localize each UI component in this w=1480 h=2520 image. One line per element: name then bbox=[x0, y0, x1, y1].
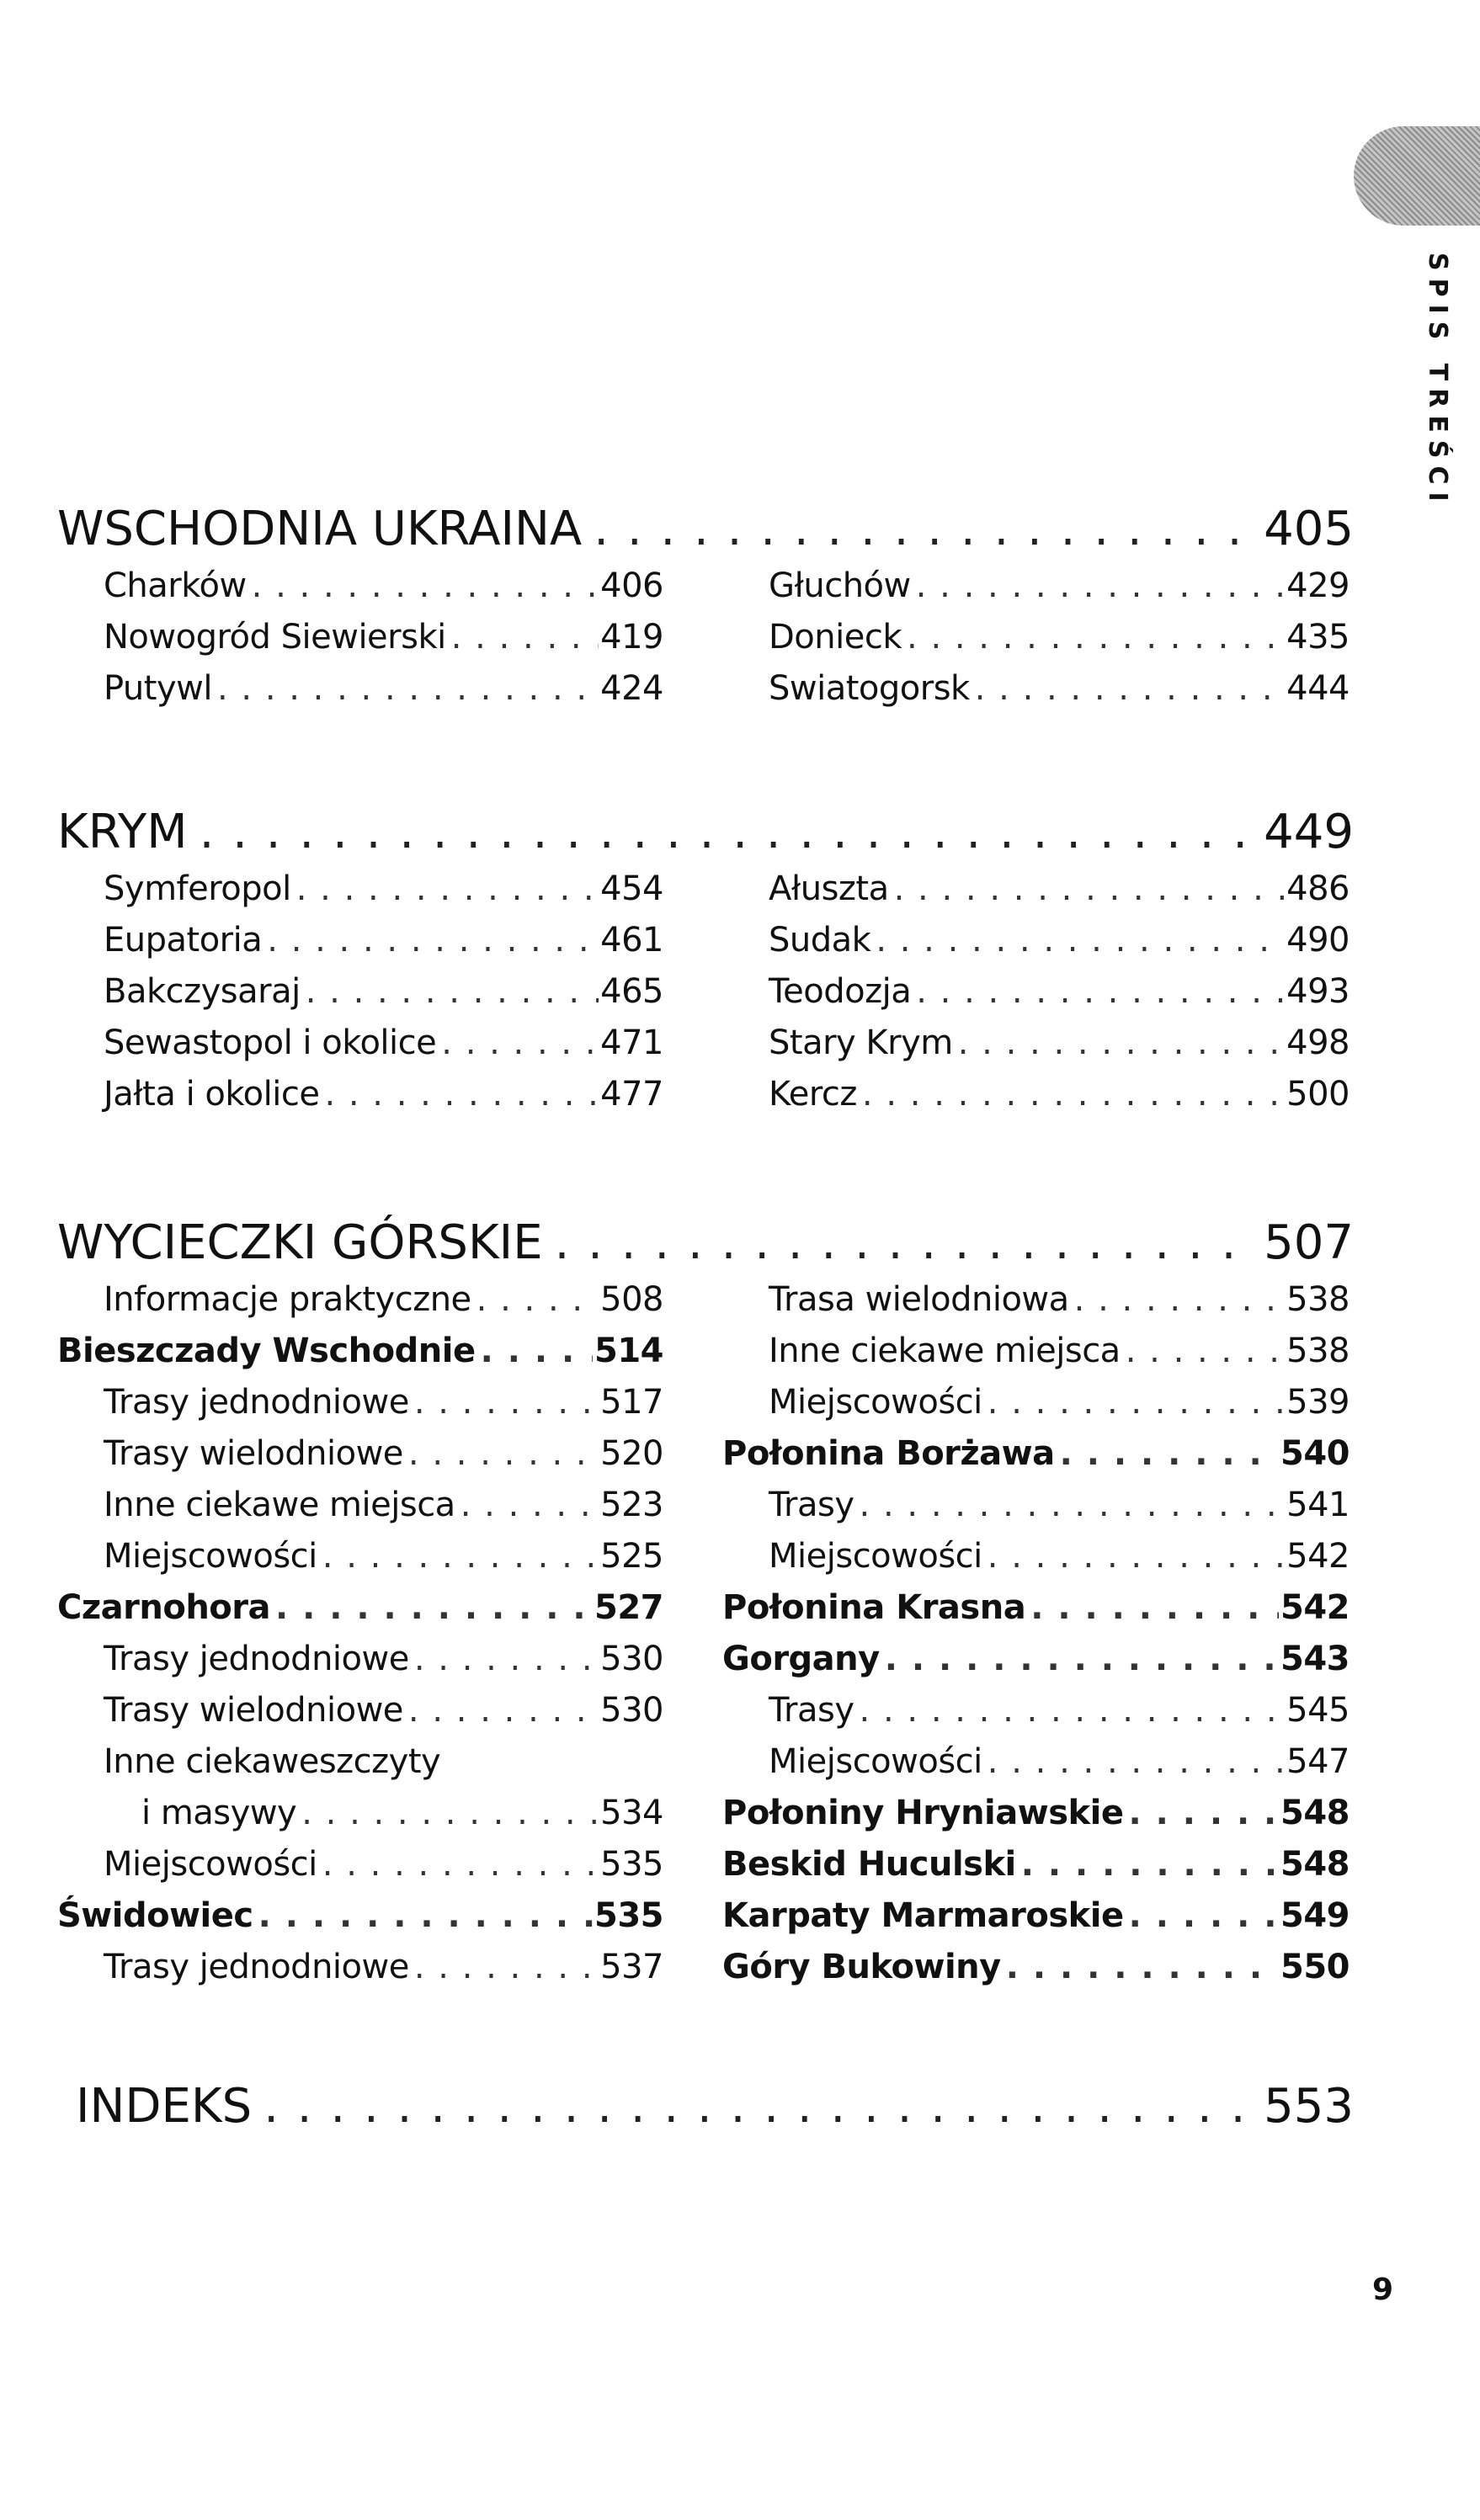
toc-entry[interactable] bbox=[57, 1428, 663, 1480]
entry-label: Kercz bbox=[769, 1075, 857, 1114]
leader-dots bbox=[975, 663, 1285, 715]
entry-page: 547 bbox=[1286, 1742, 1350, 1781]
entry-label: Trasy jednodniowe bbox=[104, 1640, 409, 1678]
entry-label: Inne ciekawe miejsca bbox=[769, 1332, 1121, 1370]
entry-label: Charków bbox=[104, 566, 247, 605]
toc-entry[interactable] bbox=[722, 1018, 1350, 1069]
toc-section-indeks bbox=[76, 2079, 1354, 2135]
toc-entry[interactable] bbox=[722, 1428, 1350, 1480]
leader-dots bbox=[414, 1942, 599, 1993]
section-heading[interactable] bbox=[76, 2079, 1354, 2135]
entry-label: Trasy wielodniowe bbox=[104, 1434, 403, 1473]
leader-dots bbox=[267, 915, 599, 966]
section-page: 449 bbox=[1264, 805, 1354, 859]
leader-dots bbox=[414, 1377, 599, 1428]
leader-dots bbox=[988, 1736, 1285, 1788]
toc-entry[interactable] bbox=[57, 966, 663, 1018]
toc-entry[interactable] bbox=[722, 1069, 1350, 1120]
entry-label: Połoniny Hryniawskie bbox=[722, 1794, 1124, 1832]
toc-section-krym bbox=[57, 805, 1354, 1114]
entry-page: 548 bbox=[1280, 1845, 1350, 1884]
leader-dots bbox=[252, 561, 599, 612]
toc-entry[interactable] bbox=[722, 561, 1350, 612]
entry-page: 525 bbox=[600, 1537, 663, 1576]
leader-dots bbox=[988, 1377, 1285, 1428]
section-heading[interactable] bbox=[57, 502, 1354, 557]
entry-page: 517 bbox=[600, 1383, 663, 1422]
entry-label: Połonina Krasna bbox=[722, 1588, 1026, 1627]
toc-entry[interactable] bbox=[722, 1274, 1350, 1326]
entry-label: Trasy wielodniowe bbox=[104, 1691, 403, 1730]
section-heading[interactable] bbox=[57, 805, 1354, 860]
entry-label: Putywl bbox=[104, 669, 212, 708]
entry-label: Beskid Huculski bbox=[722, 1845, 1016, 1884]
leader-dots bbox=[860, 1480, 1286, 1531]
leader-dots bbox=[408, 1685, 599, 1736]
leader-dots bbox=[306, 966, 599, 1018]
leader-dots bbox=[988, 1531, 1285, 1582]
leader-dots bbox=[1128, 1788, 1279, 1839]
leader-dots bbox=[414, 1634, 599, 1685]
leader-dots bbox=[322, 1839, 599, 1890]
leader-dots bbox=[476, 1274, 599, 1326]
section-title: KRYM bbox=[57, 805, 188, 859]
toc-entry[interactable] bbox=[722, 1788, 1350, 1839]
entry-page: 471 bbox=[600, 1023, 663, 1062]
toc-entry[interactable] bbox=[722, 1582, 1350, 1634]
entry-page: 454 bbox=[600, 869, 663, 908]
leader-dots bbox=[555, 1215, 1253, 1271]
entry-label: Symferopol bbox=[104, 869, 291, 908]
toc-entry[interactable] bbox=[57, 864, 663, 915]
toc-entry[interactable] bbox=[722, 1942, 1350, 1993]
entry-label: Sewastopol i okolice bbox=[104, 1023, 437, 1062]
toc-entry[interactable] bbox=[722, 1839, 1350, 1890]
toc-entry[interactable] bbox=[57, 663, 663, 715]
entry-label: Nowogród Siewierski bbox=[104, 618, 446, 657]
leader-dots bbox=[324, 1069, 599, 1120]
leader-dots bbox=[264, 2079, 1252, 2135]
toc-entry[interactable] bbox=[722, 1736, 1350, 1788]
toc-entry[interactable] bbox=[57, 1942, 663, 1993]
entry-page: 538 bbox=[1286, 1332, 1350, 1370]
entry-page: 550 bbox=[1280, 1948, 1350, 1986]
toc-entry[interactable] bbox=[57, 1531, 663, 1582]
section-title: INDEKS bbox=[76, 2079, 253, 2134]
entry-label: Głuchów bbox=[769, 566, 911, 605]
toc-entry[interactable] bbox=[722, 966, 1350, 1018]
leader-dots bbox=[1129, 1890, 1279, 1942]
leader-dots bbox=[461, 1480, 599, 1531]
entry-label: Miejscowości bbox=[769, 1742, 982, 1781]
toc-entry[interactable] bbox=[57, 1582, 663, 1634]
toc-left-column bbox=[57, 561, 663, 715]
toc-entry[interactable] bbox=[57, 915, 663, 966]
entry-page: 429 bbox=[1286, 566, 1350, 605]
leader-dots bbox=[200, 805, 1253, 860]
entry-label: Trasy jednodniowe bbox=[104, 1383, 409, 1422]
toc-entry[interactable] bbox=[57, 1634, 663, 1685]
side-label: SPIS TREŚCI bbox=[1423, 253, 1452, 509]
leader-dots bbox=[322, 1531, 599, 1582]
toc-entry[interactable] bbox=[57, 561, 663, 612]
toc-section-wycieczki-gorskie bbox=[57, 1215, 1354, 1986]
entry-page: 549 bbox=[1280, 1896, 1350, 1935]
entry-label: Inne ciekaweszczyty bbox=[104, 1742, 441, 1781]
toc-entry[interactable] bbox=[722, 1685, 1350, 1736]
entry-page: 535 bbox=[600, 1845, 663, 1884]
toc-entry[interactable] bbox=[722, 1890, 1350, 1942]
leader-dots bbox=[451, 612, 599, 663]
entry-page: 461 bbox=[600, 921, 663, 960]
entry-label: Karpaty Marmaroskie bbox=[722, 1896, 1124, 1935]
section-page: 405 bbox=[1264, 502, 1354, 556]
section-page: 507 bbox=[1264, 1215, 1354, 1270]
entry-page: 542 bbox=[1280, 1588, 1350, 1627]
leader-dots bbox=[860, 1685, 1286, 1736]
entry-page: 543 bbox=[1280, 1640, 1350, 1678]
leader-dots bbox=[916, 561, 1285, 612]
leader-dots bbox=[876, 915, 1285, 966]
entry-page: 490 bbox=[1286, 921, 1350, 960]
leader-dots bbox=[1006, 1942, 1279, 1993]
entry-label: Bieszczady Wschodnie bbox=[57, 1332, 476, 1370]
entry-label: Sudak bbox=[769, 921, 871, 960]
entry-label: Ałuszta bbox=[769, 869, 889, 908]
toc-entry[interactable] bbox=[722, 663, 1350, 715]
toc-entry[interactable] bbox=[57, 1377, 663, 1428]
entry-label: Inne ciekawe miejsca bbox=[104, 1486, 455, 1524]
toc-right-column bbox=[722, 864, 1350, 1120]
entry-page: 545 bbox=[1286, 1691, 1350, 1730]
entry-label: Teodozja bbox=[769, 972, 912, 1011]
entry-page: 523 bbox=[600, 1486, 663, 1524]
entry-page: 542 bbox=[1286, 1537, 1350, 1576]
leader-dots bbox=[301, 1788, 599, 1839]
leader-dots bbox=[885, 1634, 1279, 1685]
entry-label: Miejscowości bbox=[104, 1845, 317, 1884]
leader-dots bbox=[594, 502, 1252, 557]
leader-dots bbox=[296, 864, 599, 915]
entry-page: 435 bbox=[1286, 618, 1350, 657]
entry-page: 419 bbox=[600, 618, 663, 657]
entry-page: 498 bbox=[1286, 1023, 1350, 1062]
entry-page: 540 bbox=[1280, 1434, 1350, 1473]
entry-label: Świdowiec bbox=[57, 1896, 253, 1935]
entry-page: 535 bbox=[594, 1896, 663, 1935]
entry-page: 538 bbox=[1286, 1280, 1350, 1319]
entry-page: 539 bbox=[1286, 1383, 1350, 1422]
entry-label: Bakczysaraj bbox=[104, 972, 301, 1011]
toc-entry[interactable] bbox=[57, 1274, 663, 1326]
entry-label: Miejscowości bbox=[769, 1383, 982, 1422]
leader-dots bbox=[1060, 1428, 1279, 1480]
leader-dots bbox=[916, 966, 1285, 1018]
toc-entry[interactable] bbox=[722, 1326, 1350, 1377]
leader-dots bbox=[1074, 1274, 1285, 1326]
toc-entry[interactable] bbox=[57, 1788, 663, 1839]
toc-entry[interactable] bbox=[57, 1480, 663, 1531]
toc-entry[interactable] bbox=[722, 612, 1350, 663]
toc-section-wschodnia-ukraina bbox=[57, 502, 1354, 708]
entry-page: 530 bbox=[600, 1640, 663, 1678]
toc-entry[interactable] bbox=[722, 1634, 1350, 1685]
entry-label: Informacje praktyczne bbox=[104, 1280, 471, 1319]
entry-page: 541 bbox=[1286, 1486, 1350, 1524]
entry-label: i masywy bbox=[141, 1794, 297, 1832]
toc-entry[interactable] bbox=[57, 1069, 663, 1120]
section-page: 553 bbox=[1264, 2079, 1354, 2134]
entry-label: Donieck bbox=[769, 618, 902, 657]
toc-entry[interactable] bbox=[57, 1685, 663, 1736]
leader-dots bbox=[441, 1018, 599, 1069]
entry-page: 508 bbox=[600, 1280, 663, 1319]
entry-label: Trasa wielodniowa bbox=[769, 1280, 1069, 1319]
section-title: WYCIECZKI GÓRSKIE bbox=[57, 1215, 543, 1270]
entry-label: Gorgany bbox=[722, 1640, 880, 1678]
entry-page: 537 bbox=[600, 1948, 663, 1986]
section-heading[interactable] bbox=[57, 1215, 1354, 1271]
entry-page: 444 bbox=[1286, 669, 1350, 708]
leader-dots bbox=[217, 663, 599, 715]
entry-label: Góry Bukowiny bbox=[722, 1948, 1001, 1986]
entry-page: 406 bbox=[600, 566, 663, 605]
leader-dots bbox=[958, 1018, 1285, 1069]
entry-page: 465 bbox=[600, 972, 663, 1011]
entry-label: Miejscowości bbox=[104, 1537, 317, 1576]
entry-label: Jałta i okolice bbox=[104, 1075, 320, 1114]
toc-entry[interactable] bbox=[57, 1839, 663, 1890]
leader-dots bbox=[275, 1582, 593, 1634]
leader-dots bbox=[481, 1326, 593, 1377]
toc-entry[interactable] bbox=[57, 1890, 663, 1942]
toc-entry[interactable] bbox=[57, 1326, 663, 1377]
section-title: WSCHODNIA UKRAINA bbox=[57, 502, 583, 556]
toc-entry[interactable] bbox=[57, 1018, 663, 1069]
toc-entry[interactable] bbox=[57, 612, 663, 663]
toc-right-column bbox=[722, 561, 1350, 715]
entry-label: Eupatoria bbox=[104, 921, 263, 960]
entry-label: Swiatogorsk bbox=[769, 669, 970, 708]
leader-dots bbox=[907, 612, 1285, 663]
toc-entry[interactable] bbox=[57, 1736, 663, 1788]
entry-page: 527 bbox=[594, 1588, 663, 1627]
toc-left-column bbox=[57, 864, 663, 1120]
leader-dots bbox=[894, 864, 1286, 915]
entry-page: 500 bbox=[1286, 1075, 1350, 1114]
entry-page: 486 bbox=[1286, 869, 1350, 908]
leader-dots bbox=[1126, 1326, 1285, 1377]
entry-page: 530 bbox=[600, 1691, 663, 1730]
leader-dots bbox=[408, 1428, 599, 1480]
leader-dots bbox=[258, 1890, 593, 1942]
entry-page: 534 bbox=[600, 1794, 663, 1832]
entry-label: Stary Krym bbox=[769, 1023, 953, 1062]
entry-label: Miejscowości bbox=[769, 1537, 982, 1576]
entry-label: Trasy bbox=[769, 1691, 854, 1730]
entry-page: 477 bbox=[600, 1075, 663, 1114]
leader-dots bbox=[1021, 1839, 1279, 1890]
entry-page: 514 bbox=[594, 1332, 663, 1370]
entry-page: 520 bbox=[600, 1434, 663, 1473]
toc-left-column bbox=[57, 1274, 663, 1993]
toc-right-column bbox=[722, 1274, 1350, 1993]
leader-dots bbox=[1030, 1582, 1279, 1634]
toc-entry[interactable] bbox=[722, 864, 1350, 915]
entry-label: Czarnohora bbox=[57, 1588, 270, 1627]
thumb-index-tab bbox=[1354, 126, 1480, 226]
leader-dots bbox=[862, 1069, 1285, 1120]
entry-label: Połonina Borżawa bbox=[722, 1434, 1055, 1473]
toc-entry[interactable] bbox=[722, 1531, 1350, 1582]
entry-page: 424 bbox=[600, 669, 663, 708]
page-number: 9 bbox=[1372, 2273, 1394, 2307]
toc-entry[interactable] bbox=[722, 915, 1350, 966]
toc-entry[interactable] bbox=[722, 1377, 1350, 1428]
toc-entry[interactable] bbox=[722, 1480, 1350, 1531]
entry-page: 548 bbox=[1280, 1794, 1350, 1832]
entry-label: Trasy jednodniowe bbox=[104, 1948, 409, 1986]
entry-page: 493 bbox=[1286, 972, 1350, 1011]
entry-label: Trasy bbox=[769, 1486, 854, 1524]
